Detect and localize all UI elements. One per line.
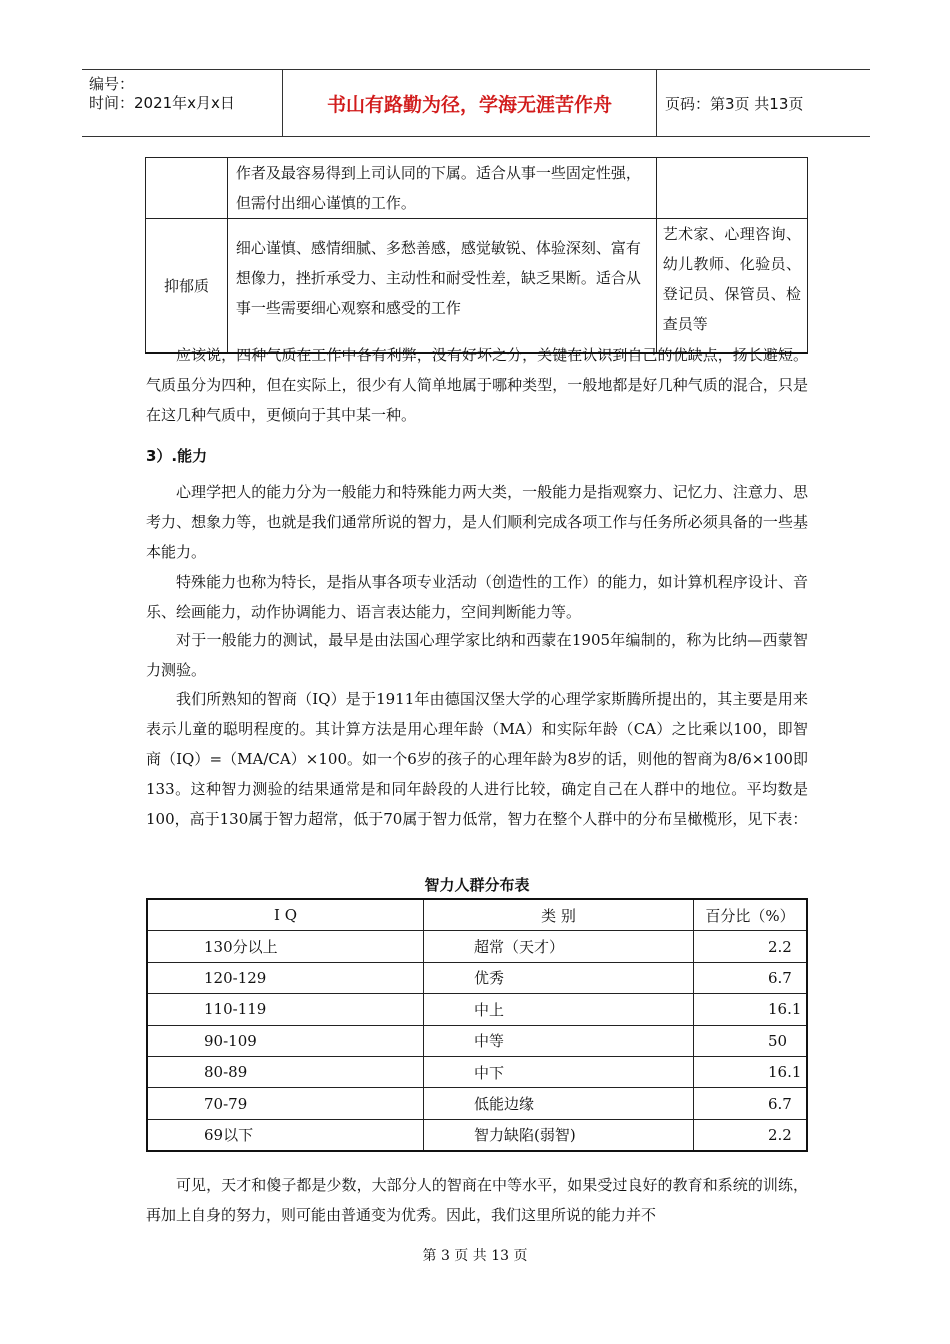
table-row	[147, 994, 807, 1025]
iq-range: 80-89	[147, 1056, 424, 1087]
iq-percent: 50	[694, 1025, 808, 1056]
iq-category: 中上	[424, 994, 694, 1025]
header-meta	[82, 70, 283, 136]
iq-percent: 6.7	[694, 1088, 808, 1119]
table-row	[147, 962, 807, 993]
iq-range: 120-129	[147, 962, 424, 993]
iq-category: 智力缺陷(弱智)	[424, 1119, 694, 1151]
iq-range: 70-79	[147, 1088, 424, 1119]
table-row	[147, 931, 807, 962]
iq-percent: 2.2	[694, 1119, 808, 1151]
iq-category: 低能边缘	[424, 1088, 694, 1119]
paragraph-conclusion: 可见，天才和傻子都是少数，大部分人的智商在中等水平，如果受过良好的教育和系统的训练，再加上自身的努力，则可能由普通变为优秀。因此，我们这里所说的能力并不	[146, 1176, 808, 1224]
section-heading-ability: 3）.能力	[146, 447, 208, 465]
iq-category: 中等	[424, 1025, 694, 1056]
table-row	[147, 1056, 807, 1087]
header-motto: 书山有路勤为径，学海无涯苦作舟	[283, 70, 657, 136]
temperament-type: 抑郁质	[146, 219, 228, 354]
iq-percent: 6.7	[694, 962, 808, 993]
iq-range: 130分以上	[147, 931, 424, 962]
temperament-desc: 作者及最容易得到上司认同的下属。适合从事一些固定性强，但需付出细心谨慎的工作。	[227, 158, 656, 219]
iq-percent: 16.1	[694, 1056, 808, 1087]
temperament-jobs	[656, 158, 807, 219]
column-header-category: 类 别	[424, 899, 694, 931]
paragraph-special-ability: 特殊能力也称为特长，是指从事各项专业活动（创造性的工作）的能力，如计算机程序设计、音乐、绘画能力，动作协调能力、语言表达能力，空间判断能力等。	[146, 573, 808, 621]
iq-table-title: 智力人群分布表	[424, 876, 530, 894]
page-header	[82, 69, 870, 137]
table-row	[147, 1025, 807, 1056]
iq-range: 110-119	[147, 994, 424, 1025]
table-row	[147, 1119, 807, 1151]
table-row	[146, 219, 808, 354]
temperament-jobs: 艺术家、心理咨询、幼儿教师、化验员、登记员、保管员、检查员等	[656, 219, 807, 354]
table-row	[147, 1088, 807, 1119]
table-header-row	[147, 899, 807, 931]
date-label: 时间：2021年x月x日	[89, 94, 235, 112]
paragraph-binet-simon: 对于一般能力的测试，最早是由法国心理学家比纳和西蒙在1905年编制的，称为比纳—西蒙智力测验。	[146, 631, 808, 679]
iq-category: 优秀	[424, 962, 694, 993]
temperament-table	[145, 157, 808, 354]
temperament-type	[146, 158, 228, 219]
iq-distribution-table	[146, 898, 808, 1152]
paragraph-iq-definition: 我们所熟知的智商（IQ）是于1911年由德国汉堡大学的心理学家斯腾所提出的，其主要是用来表示儿童的聪明程度的。其计算方法是用心理年龄（MA）和实际年龄（CA）之比乘以100，即智商（IQ）=（MA/CA）×100。如一个6岁的孩子的心理年龄为8岁的话，则他的智商为8/6×100即133。这种智力测验的结果通常是和同年龄段的人进行比较，确定自己在人群中的地位。平均数是100，高于130属于智力超常，低于70属于智力低常，智力在整个人群中的分布呈橄榄形，见下表：	[146, 690, 808, 828]
page-footer: 第 3 页 共 13 页	[422, 1248, 528, 1264]
column-header-percent: 百分比（%）	[694, 899, 808, 931]
paragraph-general-ability: 心理学把人的能力分为一般能力和特殊能力两大类，一般能力是指观察力、记忆力、注意力、思考力、想象力等，也就是我们通常所说的智力，是人们顺利完成各项工作与任务所必须具备的一些基本能力。	[146, 483, 808, 561]
iq-range: 69以下	[147, 1119, 424, 1151]
iq-category: 超常（天才）	[424, 931, 694, 962]
iq-percent: 2.2	[694, 931, 808, 962]
table-row	[146, 158, 808, 219]
number-label: 编号：	[89, 75, 135, 93]
column-header-iq: I Q	[147, 899, 424, 931]
header-page-info: 页码：第3页 共13页	[665, 94, 804, 113]
temperament-desc: 细心谨慎、感情细腻、多愁善感，感觉敏锐、体验深刻、富有想像力，挫折承受力、主动性和耐受性差，缺乏果断。适合从事一些需要细心观察和感受的工作	[227, 219, 656, 354]
iq-range: 90-109	[147, 1025, 424, 1056]
paragraph-temperament-summary: 应该说，四种气质在工作中各有利弊，没有好坏之分，关键在认识到自己的优缺点，扬长避短。气质虽分为四种，但在实际上，很少有人简单地属于哪种类型，一般地都是好几种气质的混合，只是在这几种气质中，更倾向于其中某一种。	[146, 346, 808, 424]
iq-percent: 16.1	[694, 994, 808, 1025]
iq-category: 中下	[424, 1056, 694, 1087]
